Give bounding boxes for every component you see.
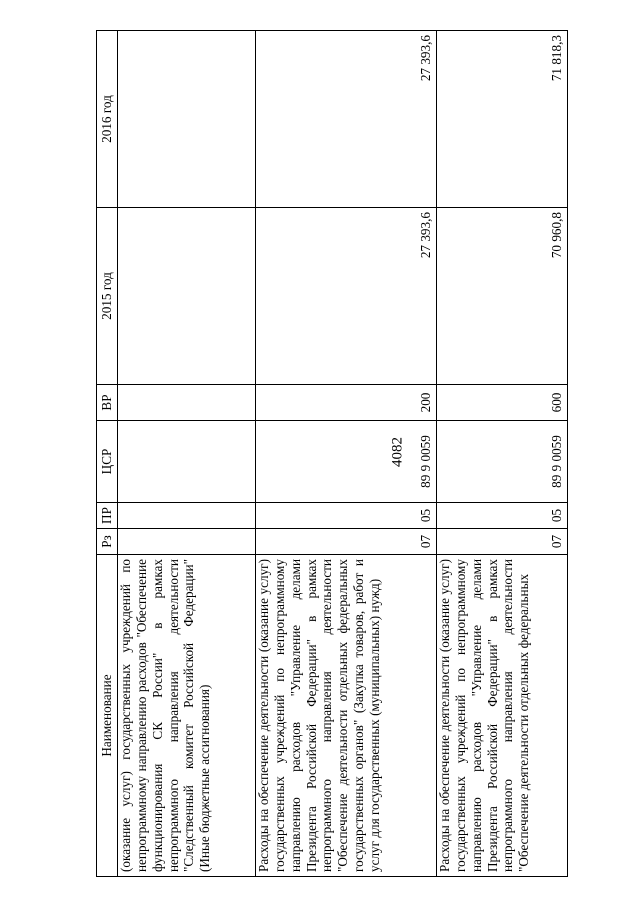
header-csr: ЦСР — [97, 421, 118, 503]
row-2016: 71 818,3 — [437, 31, 568, 208]
row-pr: 05 — [256, 503, 437, 529]
budget-table — [96, 30, 568, 877]
row-pr — [118, 503, 256, 529]
row-csr: 89 9 0059 — [437, 421, 568, 503]
row-csr — [118, 421, 256, 503]
row-pr: 05 — [437, 503, 568, 529]
header-row — [97, 31, 118, 877]
header-rz: Рз — [97, 529, 118, 555]
row-2015: 70 960,8 — [437, 208, 568, 385]
table-row — [256, 31, 437, 877]
rotated-page-content — [96, 31, 616, 877]
row-rz: 07 — [437, 529, 568, 555]
row-2016: 27 393,6 — [256, 31, 437, 208]
row-rz — [118, 529, 256, 555]
row-vr — [118, 385, 256, 421]
row-2016 — [118, 31, 256, 208]
row-name: Расходы на обеспечение деятельности (оказание услуг) государственных учреждений по непрограммному направлению расходов "Управление делами Президента Российской Федерации" в рамках непрограммного направления деятельности "Обеспечение деятельности отдельных федеральных государственных органов" (Закупка товаров, работ и услуг для государственных (муниципальных) нужд) — [256, 555, 437, 877]
header-vr: ВР — [97, 385, 118, 421]
table-row — [118, 31, 256, 877]
row-vr: 200 — [256, 385, 437, 421]
row-name: Расходы на обеспечение деятельности (оказание услуг) государственных учреждений по непрограммному направлению расходов "Управление делами Президента Российской Федерации" в рамках непрограммного направления деятельности "Обеспечение деятельности отдельных федеральных — [437, 555, 568, 877]
header-2015: 2015 год — [97, 208, 118, 385]
table-row — [437, 31, 568, 877]
page-number: 4082 — [389, 437, 406, 467]
row-2015: 27 393,6 — [256, 208, 437, 385]
row-csr: 89 9 0059 — [256, 421, 437, 503]
row-2015 — [118, 208, 256, 385]
header-2016: 2016 год — [97, 31, 118, 208]
row-rz: 07 — [256, 529, 437, 555]
header-pr: ПР — [97, 503, 118, 529]
header-name: Наименование — [97, 555, 118, 877]
row-name: (оказание услуг) государственных учреждений по непрограммному направлению расходов "Обеспечение функционирования СК России" в рамках непрограммного направления деятельности "Следственный комитет Российской Федерации" (Иные бюджетные ассигнования) — [118, 555, 256, 877]
row-vr: 600 — [437, 385, 568, 421]
